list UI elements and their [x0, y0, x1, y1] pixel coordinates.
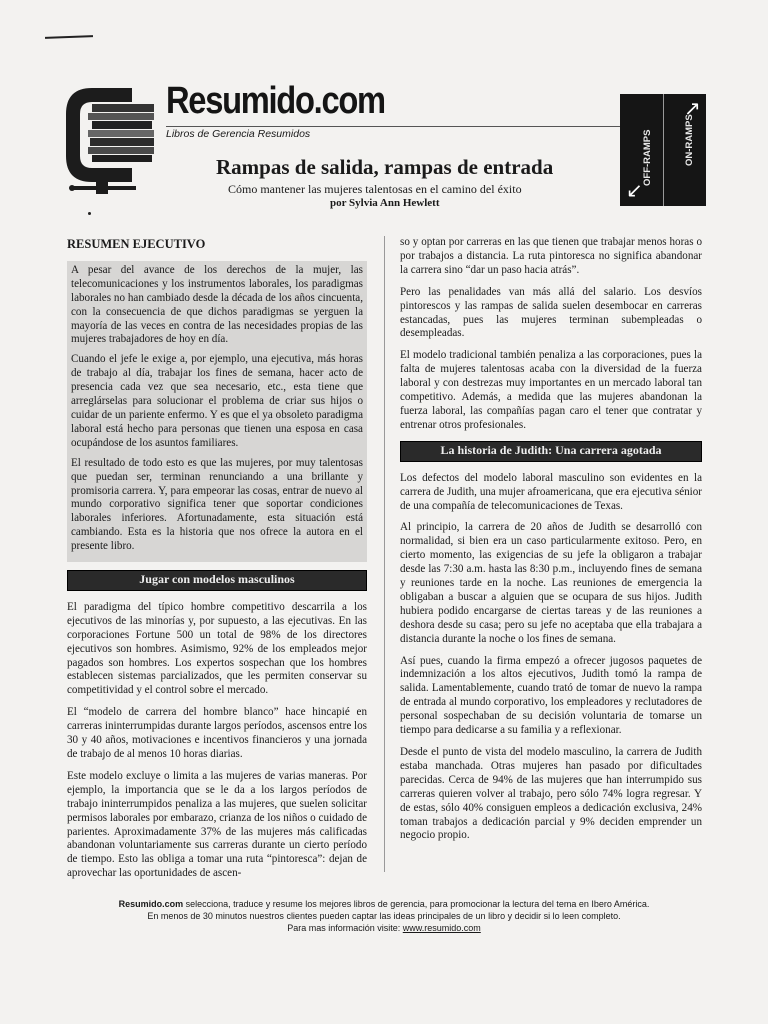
body-paragraph: so y optan por carreras en las que tienen que trabajar menos horas o por trabajos a distancia. La ruta pintoresca no significa abandonar la carrera sino “dar un paso hacia atrás”.	[400, 236, 702, 276]
body-paragraph: Desde el punto de vista del modelo masculino, la carrera de Judith estaba manchada. Otras mujeres han pasado por dificultades parecidas. Cerca de 94% de las mujeres que han interrumpido sus carreras quieren volver al trabajo, pero sólo 74% logra regresar. Y de estas, sólo 40% consiguen empleos a dedicación exclusiva, 24% toman trabajos a dedicación parcial y 9% deciden emprender un negocio propio.	[400, 746, 702, 842]
body-paragraph: Al principio, la carrera de 20 años de Judith se desarrolló con normalidad, si bien era un caso particularmente exitoso. Pero, en cierto momento, las exigencias de su jefe la obligaron a trabajar desde las 7:30 a.m. hasta las 8:30 p.m., incluyendo fines de semana y reuniones tarde en la noche. Las reuniones de emergencia la obligaban a buscar a alguien que se ocupara de sus hijos. Judith hubiera podido encargarse de ciertas tareas y de las reuniones a deshora desde su casa; pero su jefe no aceptaba que ella trabajara a distancia durante la noche o los fines de semana.	[400, 521, 702, 645]
right-column	[400, 236, 702, 851]
body-paragraph: El “modelo de carrera del hombre blanco” hace hincapié en carreras ininterrumpidas durante largos períodos, ascensos entre los 30 y 40 años, motivaciones e incentivos financieros y una jornada de trabajo de al menos 10 horas diarias.	[67, 706, 367, 760]
footer-visit-label: Para mas información visite:	[287, 923, 403, 933]
arrow-down-left-icon: ↙	[626, 178, 643, 202]
on-ramp-sign	[663, 94, 707, 206]
book-author: por Sylvia Ann Hewlett	[330, 197, 440, 209]
scan-dot	[88, 212, 91, 215]
brand-title: Resumido.com	[166, 80, 385, 122]
exec-paragraph: A pesar del avance de los derechos de la mujer, las telecomunicaciones y los instrumentos laborales, los paradigmas laborales no han cambiado desde la década de los años cincuenta, con la consecuencia de que dichos paradigmas se yerguen la mayoría de las veces en contra de las necesidades propias de las mujeres trabajadores de hoy en día.	[71, 263, 363, 346]
column-divider	[384, 236, 385, 872]
ramps-sign-image	[620, 94, 706, 206]
footer-line-2: En menos de 30 minutos nuestros clientes pueden captar las ideas principales de un libro y decidir si lo leen completo.	[147, 911, 621, 921]
footer-line-1	[0, 898, 768, 910]
off-ramps-label: OFF-RAMPS	[642, 129, 653, 186]
exec-summary-heading: RESUMEN EJECUTIVO	[67, 237, 206, 251]
footer	[0, 898, 768, 934]
body-paragraph: Así pues, cuando la firma empezó a ofrecer jugosos paquetes de indemnización a los altos ejecutivos, Judith tomó la rampa de salida. Lamentablemente, cuando trató de tomar de nuevo la rampa de entrada al mundo corporativo, los empleadores y reclutadores de personal sospechaban de su decisión voluntaria de tomarse un tiempo para dedicarse a su familia y a reflexionar.	[400, 654, 702, 737]
footer-line-3	[0, 922, 768, 934]
exec-paragraph: El resultado de todo esto es que las mujeres, por muy talentosas que puedan ser, terminan renunciando a una brillante y promisoria carrera. Y, para empeorar las cosas, entrar de nuevo al mundo corporativo significa tener que soportar condiciones laborales inferiores. Afortunadamente, esta situación está cambiando. Esta es la historia que nos ofrece la autora en el presente libro.	[71, 456, 363, 553]
book-title: Rampas de salida, rampas de entrada	[216, 155, 554, 179]
arrow-up-right-icon: ↗	[684, 96, 701, 120]
off-ramp-sign	[620, 94, 663, 206]
section-heading-bar: Jugar con modelos masculinos	[67, 570, 367, 591]
footer-brand: Resumido.com	[118, 899, 184, 909]
body-paragraph: El modelo tradicional también penaliza a las corporaciones, pues la falta de mujeres talentosas acaba con la diversidad de la fuerza laboral y con destrezas muy importantes en un mercado laboral tan competitivo. Además, a medida que las mujeres abandonan la fuerza laboral, las compañías pagan caro el tener que contratar y entrenar otros profesionales.	[400, 349, 702, 431]
scan-mark	[45, 35, 93, 39]
body-paragraph: Los defectos del modelo laboral masculino son evidentes en la carrera de Judith, una mujer afroamericana, que era ejecutiva sénior de una compañía de telecomunicaciones de Texas.	[400, 471, 702, 512]
exec-summary-box	[67, 261, 367, 562]
footer-website-link[interactable]: www.resumido.com	[402, 923, 481, 933]
left-column	[67, 238, 367, 889]
section-heading-bar: La historia de Judith: Una carrera agotada	[400, 441, 702, 462]
body-paragraph: Este modelo excluye o limita a las mujeres de varias maneras. Por ejemplo, la importancia que se le da a los largos períodos de trabajo ininterrumpidos penaliza a las mujeres, que suelen solicitar permisos laborales por embarazo, crianza de los niños o cuidado de parientes. Aproximadamente 37% de las mujeres más calificadas abandonan voluntariamente sus carreras durante un cierto período de tiempo. Esto las obliga a tomar una ruta “pintoresca”: dejan de aprovechar las oportunidades de ascen-	[67, 769, 367, 880]
on-ramps-label: ON-RAMPS	[684, 114, 695, 166]
body-paragraph: Pero las penalidades van más allá del salario. Los desvíos pintorescos y las rampas de salida suelen desembocar en carreras estancadas, pues las mujeres terminan subempleadas o desempleadas.	[400, 285, 702, 340]
clamp-books-logo	[62, 80, 162, 198]
footer-line-1-text: selecciona, traduce y resume los mejores libros de gerencia, para promocionar la lectura del tema en Ibero América.	[183, 899, 650, 909]
body-paragraph: El paradigma del típico hombre competitivo descarrila a los ejecutivos de las minorías y, por supuesto, a las ejecutivas. En las corporaciones Fortune 500 un total de 98% de los directores ejecutivos son hombres. Asimismo, 92% de los empleados mejor pagados son hombres. Los expertos sospechan que los hombres establecen sistemas parcializados, que les permiten conservar su competitividad y el control sobre el mercado.	[67, 600, 367, 697]
book-subtitle: Cómo mantener las mujeres talentosas en el camino del éxito	[228, 182, 522, 196]
exec-paragraph: Cuando el jefe le exige a, por ejemplo, una ejecutiva, más horas de trabajo al día, trabajar los fines de semana, hacer acto de presencia cada vez que sea necesario, etc., esta tiene que arreglárselas para solucionar el problema de criar sus hijos o cuidar de un pariente enfermo. Y es que el ya obsoleto paradigma laboral está hecho para personas que tienen una esposa en casa ocupándose de los asuntos familiares.	[71, 353, 363, 449]
brand-rule	[166, 126, 626, 127]
brand-tagline: Libros de Gerencia Resumidos	[166, 128, 311, 140]
